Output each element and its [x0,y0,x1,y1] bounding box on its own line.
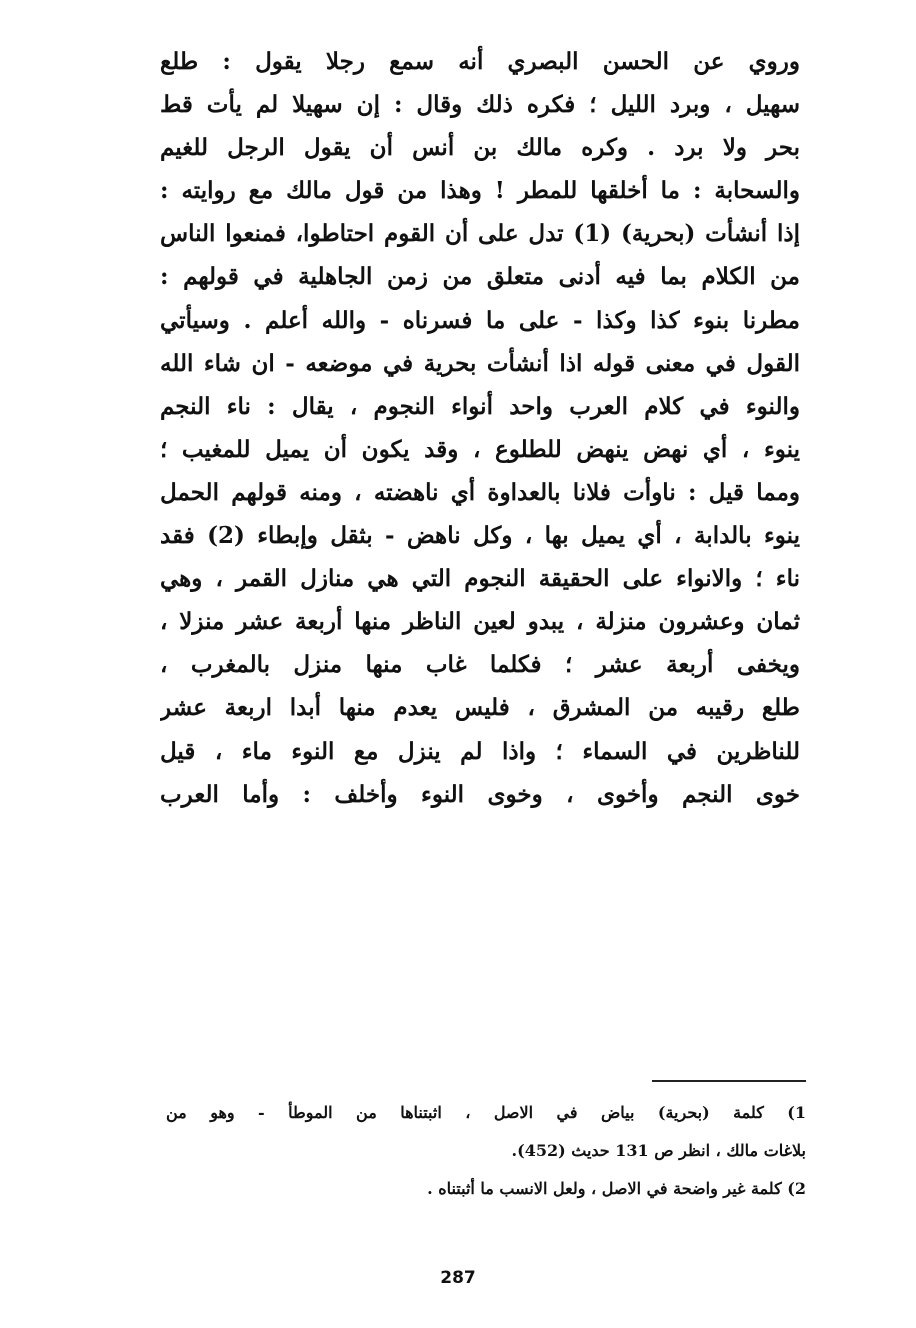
text-line: ينوء ، أي نهض ينهض للطلوع ، وقد يكون أن يميل للمغيب ؛ [160,435,800,463]
footnote-1-line-1: 1) كلمة (بحرية) بياض في الاصل ، اثبتناها من الموطأ - وهو من [166,1103,806,1122]
text-line: طلع رقيبه من المشرق ، فليس يعدم منها أبدا اربعة عشر [160,694,800,722]
text-line: إذا أنشأت (بحرية) (1) تدل على أن القوم احتاطوا، فمنعوا الناس [160,220,800,248]
text-line: بحر ولا برد . وكره مالك بن أنس أن يقول الرجل للغيم [160,134,800,162]
footnotes [166,1094,806,1208]
text-line: القول في معنى قوله اذا أنشأت بحرية في موضعه - ان شاء الله [160,349,800,377]
footnote-divider [652,1080,806,1082]
text-line: وروي عن الحسن البصري أنه سمع رجلا يقول : طلع [160,48,800,75]
text-line: للناظرين في السماء ؛ واذا لم ينزل مع النوء ماء ، قيل [160,737,800,765]
text-line: ويخفى أربعة عشر ؛ فكلما غاب منها منزل بالمغرب ، [160,651,800,679]
text-line: مطرنا بنوء كذا وكذا - على ما فسرناه - والله أعلم . وسيأتي [160,306,800,334]
text-line: والنوء في كلام العرب واحد أنواء النجوم ، يقال : ناء النجم [160,392,800,420]
text-line: سهيل ، وبرد الليل ؛ فكره ذلك وقال : إن سهيلا لم يأت قط [160,91,800,119]
text-line: ثمان وعشرون منزلة ، يبدو لعين الناظر منها أربعة عشر منزلا ، [160,608,800,636]
text-line: ومما قيل : ناوأت فلانا بالعداوة أي ناهضته ، ومنه قولهم الحمل [160,478,800,506]
text-line: والسحابة : ما أخلقها للمطر ! وهذا من قول مالك مع روايته : [160,177,800,205]
text-line: ناء ؛ والانواء على الحقيقة النجوم التي هي منازل القمر ، وهي [160,565,800,593]
text-line: ينوء بالدابة ، أي يميل بها ، وكل ناهض - بثقل وإبطاء (2) فقد [160,522,800,550]
main-text [160,40,800,816]
text-line: من الكلام بما فيه أدنى متعلق من زمن الجاهلية في قولهم : [160,263,800,291]
text-line: خوى النجم وأخوى ، وخوى النوء وأخلف : وأما العرب [160,780,800,808]
page-number: 287 [440,1268,476,1288]
footnote-2: 2) كلمة غير واضحة في الاصل ، ولعل الانسب ما أثبتناه . [427,1179,806,1198]
footnote-1-line-2: بلاغات مالك ، انظر ص 131 حديث (452). [511,1141,806,1160]
